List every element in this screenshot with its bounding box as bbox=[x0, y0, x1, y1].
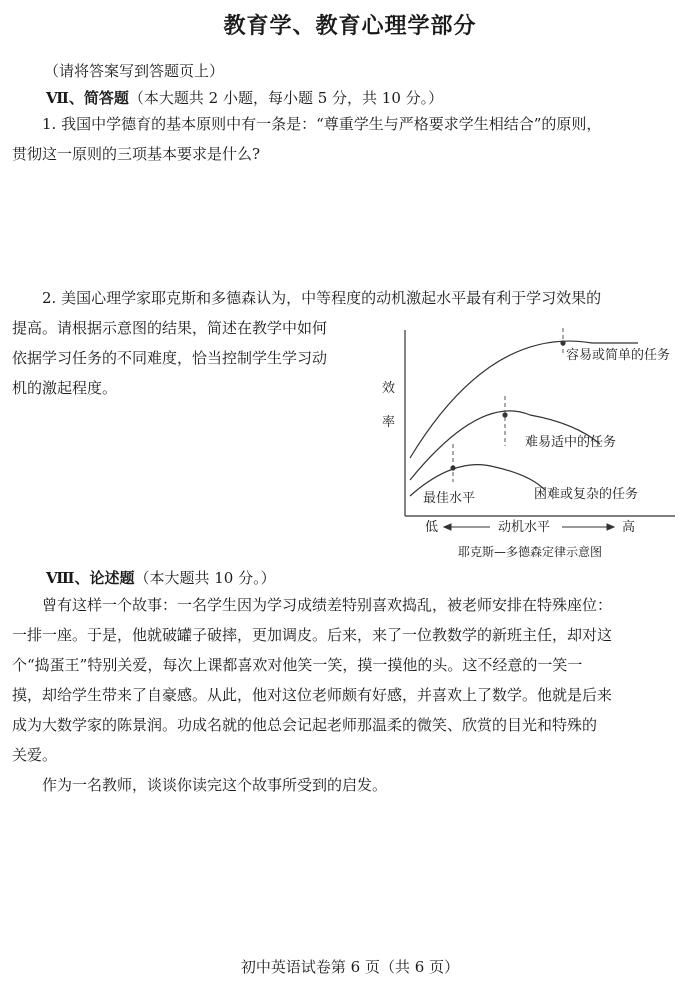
story-line: 个“捣蛋王”特别关爱，每次上课都喜欢对他笑一笑，摸一摸他的头。这不经意的一笑一 bbox=[12, 656, 583, 674]
story-line: 一排一座。于是，他就破罐子破摔，更加调皮。后来，来了一位教数学的新班主任，却对这 bbox=[12, 626, 613, 644]
curve-easy-label: 容易或简单的任务 bbox=[566, 348, 671, 363]
section-8-note: （本大题共 10 分。） bbox=[134, 569, 276, 587]
section-7-header bbox=[46, 87, 443, 109]
question-2-line: 机的激起程度。 bbox=[12, 379, 118, 397]
yerkes-dodson-figure bbox=[370, 322, 690, 562]
question-1-line: 贯彻这一原则的三项基本要求是什么? bbox=[12, 145, 261, 163]
question-2-line: 2. 美国心理学家耶克斯和多德森认为，中等程度的动机激起水平最有利于学习效果的 bbox=[42, 289, 602, 307]
yerkes-dodson-diagram bbox=[370, 322, 690, 537]
story-line: 关爱。 bbox=[12, 746, 58, 764]
y-axis-label-2: 率 bbox=[382, 415, 396, 430]
peak-medium bbox=[502, 412, 507, 417]
optimal-level-label: 最佳水平 bbox=[423, 491, 476, 506]
x-axis-high-label: 高 bbox=[622, 520, 636, 535]
curve-hard-label: 困难或复杂的任务 bbox=[534, 487, 639, 502]
story-line: 曾有这样一个故事：一名学生因为学习成绩差特别喜欢捣乱，被老师安排在特殊座位： bbox=[42, 596, 613, 614]
essay-prompt: 作为一名教师，谈谈你读完这个故事所受到的启发。 bbox=[42, 776, 388, 794]
story-line: 摸，却给学生带来了自豪感。从此，他对这位老师颇有好感，并喜欢上了数学。他就是后来 bbox=[12, 686, 613, 704]
x-axis-low-label: 低 bbox=[425, 520, 439, 535]
curve-medium-label: 难易适中的任务 bbox=[525, 435, 617, 450]
question-2-line: 依据学习任务的不同难度，恰当控制学生学习动 bbox=[12, 349, 328, 367]
figure-caption: 耶克斯—多德森定律示意图 bbox=[457, 545, 602, 559]
section-7-heading: Ⅶ、简答题 bbox=[46, 89, 129, 107]
question-1 bbox=[12, 109, 601, 169]
peak-easy bbox=[560, 340, 565, 345]
essay-story bbox=[12, 590, 612, 800]
x-axis-label: 动机水平 bbox=[498, 520, 551, 535]
answer-instruction: （请将答案写到答题页上） bbox=[44, 62, 225, 80]
question-1-line: 1. 我国中学德育的基本原则中有一条是：“尊重学生与严格要求学生相结合”的原则， bbox=[42, 115, 602, 133]
section-8-header bbox=[46, 567, 276, 589]
y-axis-label-1: 效 bbox=[382, 381, 396, 396]
page-footer: 初中英语试卷第 6 页（共 6 页） bbox=[240, 958, 460, 976]
section-8-heading: Ⅷ、论述题 bbox=[46, 569, 135, 587]
section-7-note: （本大题共 2 小题，每小题 5 分，共 10 分。） bbox=[128, 89, 444, 107]
question-2-line: 提高。请根据示意图的结果，简述在教学中如何 bbox=[12, 319, 328, 337]
peak-hard bbox=[450, 465, 455, 470]
story-line: 成为大数学家的陈景润。功成名就的他总会记起老师那温柔的微笑、欣赏的目光和特殊的 bbox=[12, 716, 598, 734]
page-title: 教育学、教育心理学部分 bbox=[223, 14, 477, 39]
